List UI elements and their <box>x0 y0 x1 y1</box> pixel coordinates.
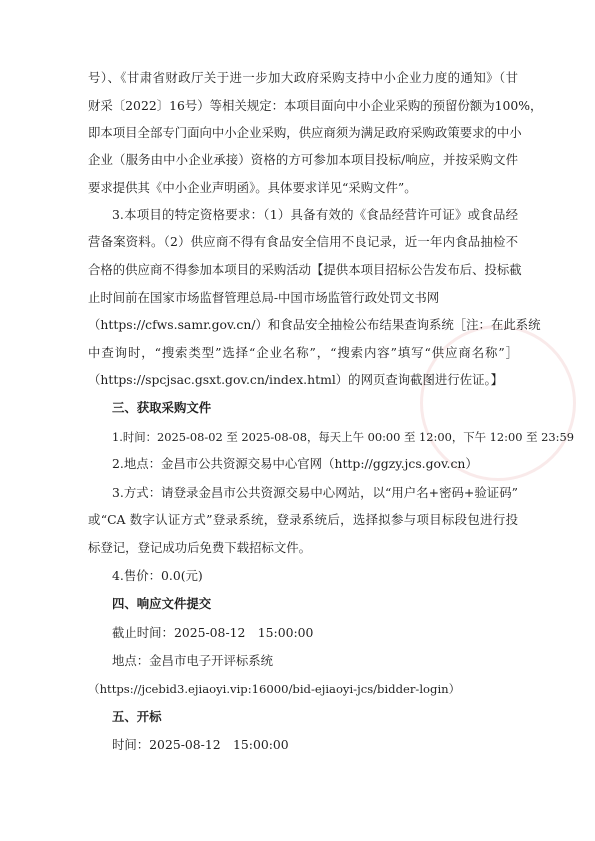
text-line: 标登记，登记成功后免费下载招标文件。 <box>88 540 312 555</box>
text-line: 要求提供其《中小企业声明函》。具体要求详见“采购文件”。 <box>88 180 417 195</box>
text-line: 3.方式：请登录金昌市公共资源交易中心网站，以“用户名+密码+验证码” <box>112 485 518 500</box>
text-line: 地点：金昌市电子开评标系统 <box>112 653 274 668</box>
text-line: 中查询时，“搜索类型”选择“企业名称”，“搜索内容”填写“供应商名称”］ <box>88 345 518 360</box>
text-line: 号）、《甘肃省财政厅关于进一步加大政府采购支持中小企业力度的通知》（甘 <box>88 70 518 85</box>
text-line: （https://cfws.samr.gov.cn/）和食品安全抽检公布结果查询系统［注：在此系统 <box>88 317 541 332</box>
section-heading: 四、响应文件提交 <box>112 596 212 611</box>
text-line: 4.售价：0.0(元) <box>112 568 203 583</box>
text-line: 3.本项目的特定资格要求：（1）具备有效的《食品经营许可证》或食品经 <box>112 207 518 222</box>
text-line: 企业（服务由中小企业承接）资格的方可参加本项目投标/响应，并按采购文件 <box>88 152 518 167</box>
text-line: 即本项目全部专门面向中小企业采购，供应商须为满足政府采购政策要求的中小 <box>88 125 522 140</box>
text-line: 止时间前在国家市场监督管理总局-中国市场监管行政处罚文书网 <box>88 290 440 305</box>
text-line: 1.时间：2025-08-02 至 2025-08-08，每天上午 00:00 至 12:00，下午 12:00 至 23:59 <box>112 430 574 444</box>
text-line: 营备案资料。（2）供应商不得有食品安全信用不良记录，近一年内食品抽检不 <box>88 234 518 249</box>
section-heading: 五、开标 <box>112 709 162 724</box>
text-line: 时间：2025-08-12 15:00:00 <box>112 737 289 752</box>
section-heading: 三、获取采购文件 <box>112 400 212 415</box>
text-line: （https://jcebid3.ejiaoyi.vip:16000/bid-ejiaoyi-jcs/bidder-login） <box>88 682 461 696</box>
text-line: 合格的供应商不得参加本项目的采购活动【提供本项目招标公告发布后、投标截 <box>88 262 522 277</box>
text-line: 2.地点：金昌市公共资源交易中心官网（http://ggzy.jcs.gov.cn） <box>112 456 478 471</box>
text-line: （https://spcjsac.gsxt.gov.cn/index.html）的网页查询截图进行佐证。】 <box>88 372 504 387</box>
text-line: 或“CA 数字认证方式”登录系统，登录系统后，选择拟参与项目标段包进行投 <box>88 512 518 527</box>
text-line: 截止时间：2025-08-12 15:00:00 <box>112 625 314 640</box>
text-line: 财采〔2022〕16号）等相关规定：本项目面向中小企业采购的预留份额为100%， <box>88 98 543 113</box>
